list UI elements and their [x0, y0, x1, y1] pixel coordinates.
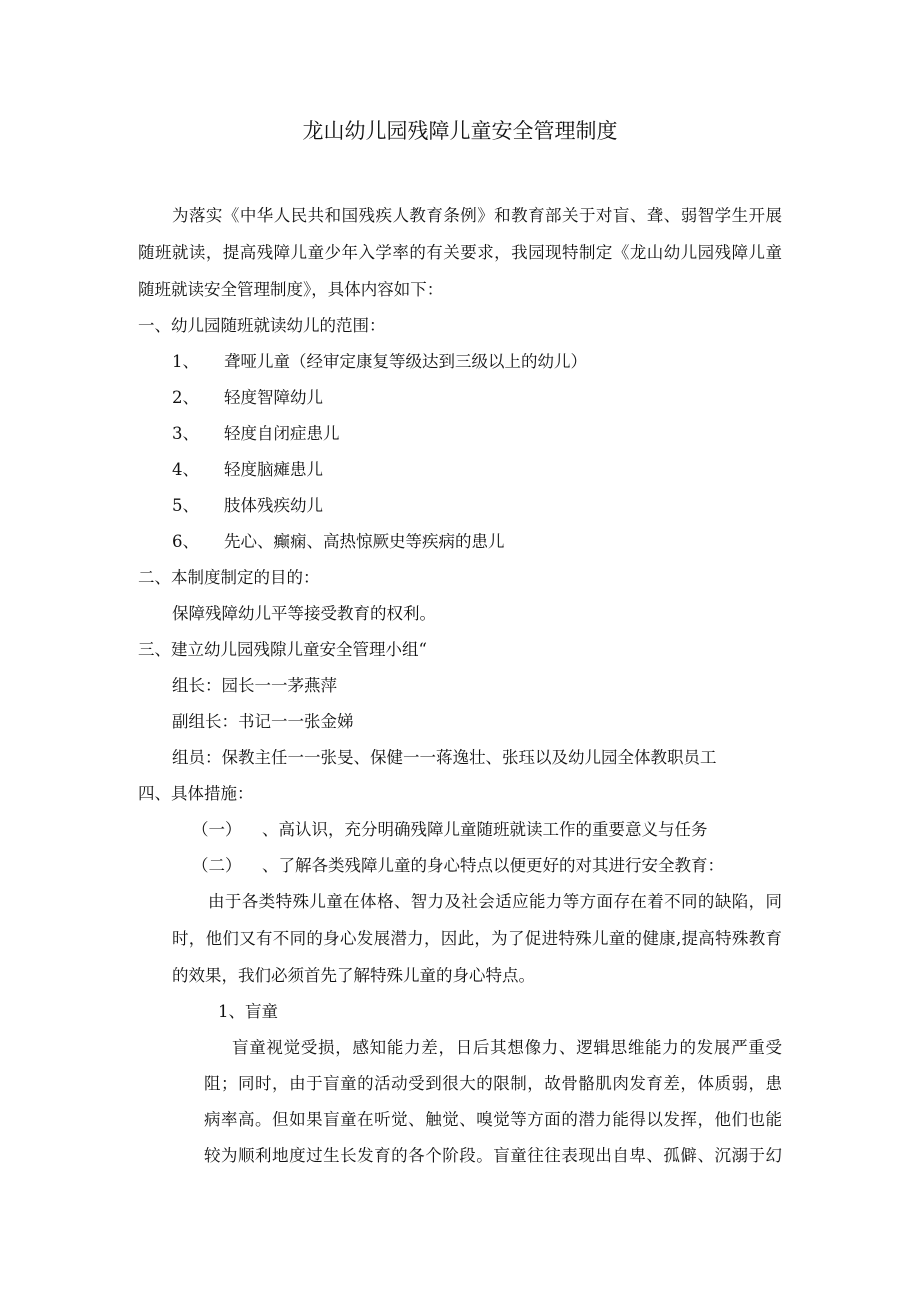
list-item-number: 5、	[172, 496, 199, 515]
list-item-number: 4、	[172, 460, 199, 479]
intro-line-2: 随班就读，提高残障儿童少年入学率的有关要求，我园现特制定《龙山幼儿园残障儿童	[138, 243, 782, 262]
subsection-1-text: 、高认识，充分明确残障儿童随班就读工作的重要意义与任务	[262, 820, 708, 839]
section1-heading: 一、幼儿园随班就读幼儿的范围：	[138, 316, 386, 335]
body-paragraph-line: 由于各类特殊儿童在体格、智力及社会适应能力等方面存在着不同的缺陷，同	[208, 892, 782, 911]
group-members: 组员：保教主任一一张旻、保健一一蒋逸壮、张珏以及幼儿园全体教职员工	[172, 748, 717, 767]
list-item: 肢体残疾幼儿	[224, 496, 323, 515]
section3-heading: 三、建立幼儿园残隙儿童安全管理小组“	[138, 640, 427, 659]
list-item-number: 3、	[172, 424, 199, 443]
blind-paragraph-line: 阻；同时，由于盲童的活动受到很大的限制，故骨骼肌肉发育差，体质弱，患	[204, 1074, 782, 1093]
list-item: 轻度脑瘫患儿	[224, 460, 323, 479]
subsection-number: （一）	[192, 820, 242, 839]
list-item-number: 6、	[172, 532, 199, 551]
list-item: 轻度自闭症患儿	[224, 424, 340, 443]
group-deputy: 副组长：书记一一张金娣	[172, 712, 354, 731]
section4-heading: 四、具体措施：	[138, 784, 254, 803]
page-title: 龙山幼儿园残障儿童安全管理制度	[302, 119, 618, 143]
subsection-number: （二）	[192, 856, 242, 875]
list-item-number: 1、	[172, 352, 199, 371]
blind-heading: 1、盲童	[218, 1002, 278, 1021]
section2-text: 保障残障幼儿平等接受教育的权利。	[172, 604, 436, 623]
list-item: 轻度智障幼儿	[224, 388, 323, 407]
intro-line-1: 为落实《中华人民共和国残疾人教育条例》和教育部关于对盲、聋、弱智学生开展	[172, 206, 782, 225]
blind-paragraph-line: 较为顺利地度过生长发育的各个阶段。盲童往往表现出自卑、孤僻、沉溺于幻	[204, 1146, 782, 1165]
subsection-2-text: 、了解各类残障儿童的身心特点以便更好的对其进行安全教育：	[262, 856, 724, 875]
intro-line-3: 随班就读安全管理制度》，具体内容如下：	[138, 280, 444, 299]
blind-paragraph-line: 病率高。但如果盲童在听觉、触觉、嗅觉等方面的潜力能得以发挥，他们也能	[204, 1110, 782, 1129]
section2-heading: 二、本制度制定的目的：	[138, 568, 320, 587]
body-paragraph-line: 时，他们又有不同的身心发展潜力，因此，为了促进特殊儿童的健康,提高特殊教育	[172, 929, 782, 948]
list-item: 聋哑儿童（经审定康复等级达到三级以上的幼儿）	[224, 352, 587, 371]
blind-paragraph-line: 盲童视觉受损，感知能力差，日后其想像力、逻辑思维能力的发展严重受	[232, 1038, 782, 1057]
body-paragraph-line: 的效果，我们必须首先了解特殊儿童的身心特点。	[172, 966, 535, 985]
list-item-number: 2、	[172, 388, 199, 407]
list-item: 先心、癫痫、高热惊厥史等疾病的患儿	[224, 532, 505, 551]
group-leader: 组长：园长一一茅燕萍	[172, 676, 337, 695]
